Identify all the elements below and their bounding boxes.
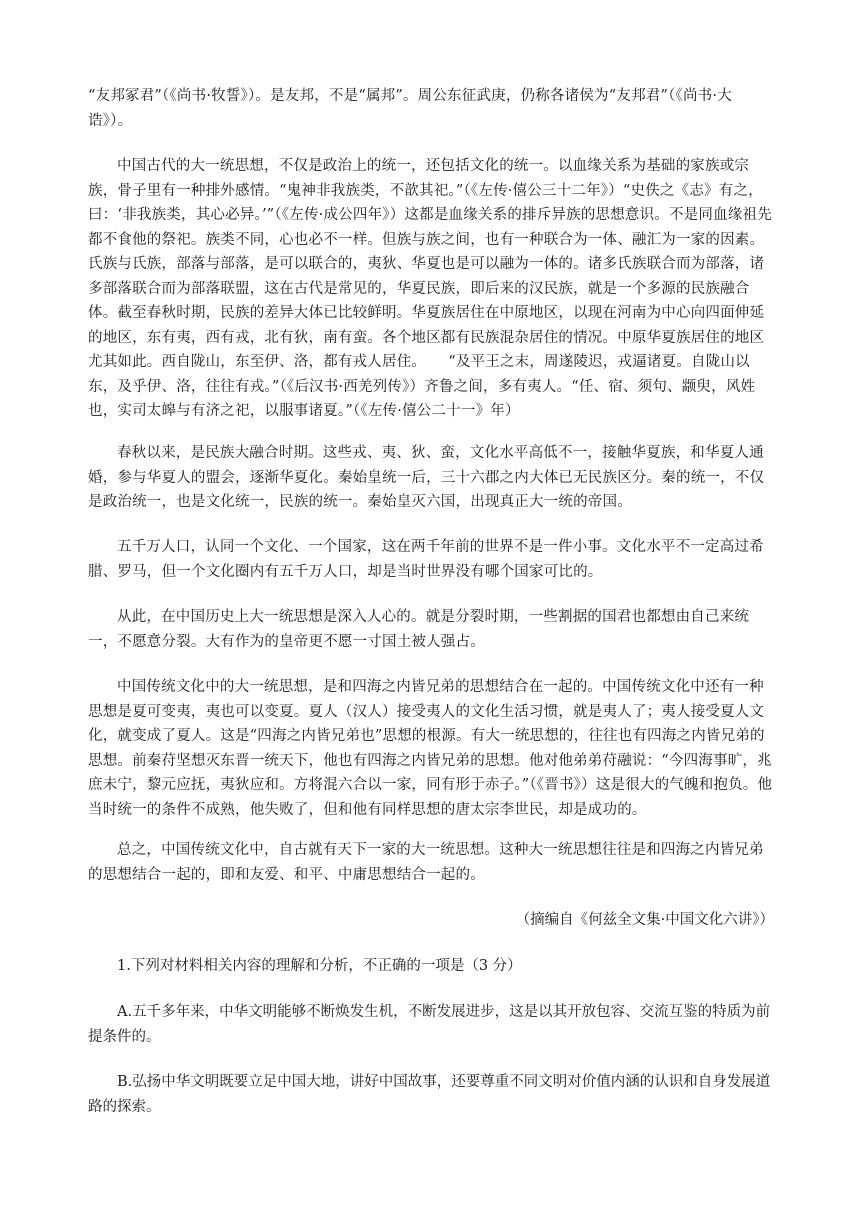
- paragraph-youbang: “友邦冢君”（《尚书·牧誓》）。是友邦，不是“属邦”。周公东征武庚，仍称各诸侯为“友邦君”（《尚书·大诰》）。: [88, 88, 732, 129]
- option-a: A.五千多年来，中华文明能够不断焕发生机，不断发展进步，这是以其开放包容、交流互鉴的特质为前提条件的。: [88, 1004, 771, 1045]
- paragraph-conclusion: 总之，中国传统文化中，自古就有天下一家的大一统思想。这种大一统思想往往是和四海之内皆兄弟的思想结合一起的，即和友爱、和平、中庸思想结合一起的。: [88, 842, 764, 883]
- paragraph-population: 五千万人口，认同一个文化、一个国家，这在两千年前的世界不是一件小事。文化水平不一定高过希腊、罗马，但一个文化圈内有五千万人口，却是当时世界没有哪个国家可比的。: [88, 539, 764, 580]
- option-b: B.弘扬中华文明既要立足中国大地，讲好中国故事，还要尊重不同文明对价值内涵的认识和自身发展道路的探索。: [88, 1074, 771, 1115]
- source-citation: （摘编自《何兹全文集·中国文化六讲》）: [515, 912, 774, 928]
- paragraph-history: 从此，在中国历史上大一统思想是深入人心的。就是分裂时期，一些割据的国君也都想由自己来统一，不愿意分裂。大有作为的皇帝更不愿一寸国土被人强占。: [88, 609, 750, 650]
- paragraph-ethnic-fusion: 春秋以来，是民族大融合时期。这些戎、夷、狄、蛮，文化水平高低不一，接触华夏族，和华夏人通婚，参与华夏人的盟会，逐渐华夏化。秦始皇统一后，三十六郡之内大体已无民族区分。秦的统一，不仅是政治统一，也是文化统一，民族的统一。秦始皇灭六国，出现真正大一统的帝国。: [88, 445, 765, 510]
- question-stem: 1.下列对材料相关内容的理解和分析，不正确的一项是（3 分）: [117, 958, 522, 974]
- paragraph-four-seas: 中国传统文化中的大一统思想，是和四海之内皆兄弟的思想结合在一起的。中国传统文化中还有一种思想是夏可变夷，夷也可以变夏。夏人（汉人）接受夷人的文化生活习惯，就是夷人了；夷人接受夏人文化，就变成了夏人。这是“四海之内皆兄弟也”思想的根源。有大一统思想的，往往也有四海之内皆兄弟的思想。前秦苻坚想灭东晋一统天下，他也有四海之内皆兄弟的思想。他对他弟弟苻融说：“今四海事旷，兆庶未宁，黎元应抚，夷狄应和。方将混六合以一家，同有形于赤子。”（《晋书》）这是很大的气魄和抱负。他当时统一的条件不成熟，他失败了，但和他有同样思想的唐太宗李世民，却是成功的。: [88, 679, 773, 818]
- paragraph-unification-thought: 中国古代的大一统思想，不仅是政治上的统一，还包括文化的统一。以血缘关系为基础的家族或宗族，骨子里有一种排外感情。“鬼神非我族类，不歆其祀。”（《左传·僖公三十二年》）“史佚之《志》有之，曰：‘非我族类，其心必异。’”（《左传·成公四年》）这都是血缘关系的排斥异族的思想意识。不是同血缘祖先都不食他的祭祀。族类不同，心也必不一样。但族与族之间，也有一种联合为一体、融汇为一家的因素。氏族与氏族，部落与部落，是可以联合的，夷狄、华夏也是可以融为一体的。诸多氏族联合而为部落，诸多部落联合而为部落联盟，这在古代是常见的，华夏民族，即后来的汉民族，就是一个多源的民族融合体。截至春秋时期，民族的差异大体已比较鲜明。华夏族居住在中原地区，以现在河南为中心向四面伸延的地区，东有夷，西有戎，北有狄，南有蛮。各个地区都有民族混杂居住的情况。中原华夏族居住的地区尤其如此。西自陇山，东至伊、洛，都有戎人居住。 “及平王之末，周遂陵迟，戎逼诸夏。自陇山以东，及乎伊、洛，往往有戎。”（《后汉书·西羌列传》）齐鲁之间，多有夷人。“任、宿、须句、颛臾，风姓也，实司太皞与有济之祀，以服事诸夏。”（《左传·僖公二十一》年）: [88, 158, 772, 419]
